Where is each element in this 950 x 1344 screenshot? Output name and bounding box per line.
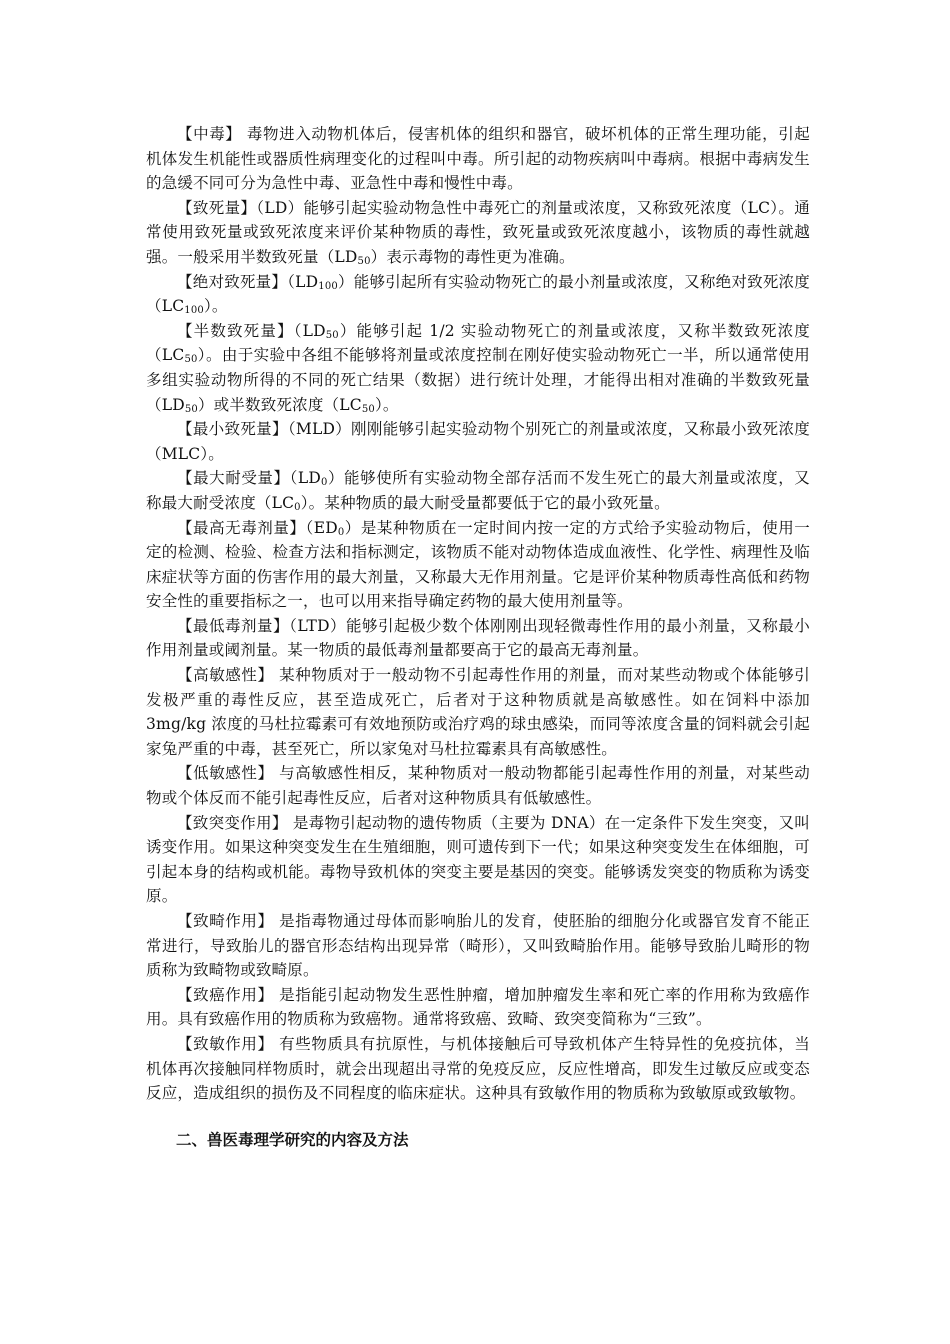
term-label: 【半数致死量】 <box>177 321 294 340</box>
paragraph-text: 某种物质对于一般动物不引起毒性作用的剂量，而对某些动物或个体能够引发极严重的毒性反应，甚至造成死亡，后者对于这种物质就是高敏感性。如在饲料中添加 3mg/kg 浓度的马杜拉霉素可有效地预防或治疗鸡的球虫感染，而同等浓度含量的饲料就会引起家兔严重的中毒，甚至死亡，所以家兔对马杜拉霉素具有高敏感性。 <box>146 666 811 758</box>
paragraph-text: 是指能引起动物发生恶性肿瘤，增加肿瘤发生率和死亡率的作用称为致癌作用。具有致癌作用的物质称为致癌物。通常将致癌、致畸、致突变简称为“三致”。 <box>146 985 811 1029</box>
term-label: 【低敏感性】 <box>177 764 274 783</box>
paragraph-text: ）或半数致死浓度（LC <box>197 395 362 414</box>
paragraph-text: （MLD）刚刚能够引起实验动物个别死亡的剂量或浓度，又称最小致死浓度（MLC）。 <box>146 420 810 463</box>
subscript: 100 <box>184 305 204 317</box>
term-label: 【最高无毒剂量】 <box>177 518 306 537</box>
paragraph-text: ）。由于实验中各组不能够将剂量或浓度控制在刚好使实验动物死亡一半，所以通常使用多组实验动物所得的不同的死亡结果（数据）进行统计处理，才能得出相对准确的半数致死量（LD <box>146 346 810 414</box>
term-label: 【中毒】 <box>177 125 242 143</box>
paragraph-text: ）是某种物质在一定时间内按一定的方式给予实验动物后，使用一定的检测、检验、检查方法和指标测定，该物质不能对动物体造成血液性、化学性、病理性及临床症状等方面的伤害作用的最大剂量，又称最大无作用剂量。它是评价某种物质毒性高低和药物安全性的重要指标之一，也可以用来指导确定药物的最大使用剂量等。 <box>146 518 810 611</box>
paragraph-low-sensitivity <box>146 761 810 810</box>
term-label: 【绝对致死量】 <box>177 272 288 291</box>
paragraph-median-lethal-dose <box>146 319 810 417</box>
paragraph-poisoning <box>146 122 810 196</box>
paragraph-carcinogenic-effect <box>146 983 810 1032</box>
term-label: 【最小致死量】 <box>177 420 288 439</box>
term-label: 【致突变作用】 <box>177 813 288 832</box>
paragraph-text: （LD <box>287 272 319 291</box>
paragraph-text: ）能够引起 1/2 实验动物死亡的剂量或浓度，又称半数致死浓度（LC <box>146 321 810 365</box>
term-label: 【致畸作用】 <box>177 912 274 930</box>
subscript: 0 <box>321 477 328 489</box>
term-label: 【高敏感性】 <box>177 666 274 685</box>
paragraph-text: （LD <box>293 321 326 340</box>
paragraph-absolute-lethal-dose <box>146 270 810 319</box>
paragraph-text: （LD）能够引起实验动物急性中毒死亡的剂量或浓度，又称致死浓度（LC）。通常使用致死量或致死浓度来评价某种物质的毒性，致死量或致死浓度越小，该物质的毒性就越强。一般采用半数致死量（LD <box>146 198 810 266</box>
paragraph-text: 是毒物引起动物的遗传物质（主要为 DNA）在一定条件下发生突变，又叫诱变作用。如果这种突变发生在生殖细胞，则可遗传到下一代；如果这种突变发生在体细胞，可引起本身的结构或机能。毒物导致机体的突变主要是基因的突变。能够诱发突变的物质称为诱变原。 <box>146 813 811 906</box>
paragraph-high-sensitivity <box>146 663 810 761</box>
paragraph-text: ）能够引起所有实验动物死亡的最小剂量或浓度，又称绝对致死浓度（LC <box>146 272 810 316</box>
term-label: 【致死量】 <box>177 198 257 217</box>
paragraph-lethal-dose <box>146 196 810 270</box>
subscript: 0 <box>337 526 345 538</box>
subscript: 0 <box>294 501 301 513</box>
subscript: 50 <box>184 354 198 366</box>
paragraph-mutagenic-effect <box>146 811 810 909</box>
paragraph-highest-nontoxic-dose <box>146 516 810 614</box>
paragraph-text: （LTD）能够引起极少数个体刚刚出现轻微毒性作用的最小剂量，又称最小作用剂量或阈剂量。某一物质的最低毒剂量都要高于它的最高无毒剂量。 <box>146 616 810 660</box>
paragraph-text: （ED <box>305 518 338 537</box>
subscript: 100 <box>318 280 338 292</box>
term-label: 【最低毒剂量】 <box>177 616 290 635</box>
paragraph-text: ）。 <box>374 395 399 414</box>
paragraph-minimum-lethal-dose <box>146 417 810 466</box>
paragraph-text: 是指毒物通过母体而影响胎儿的发育，使胚胎的细胞分化或器官发育不能正常进行，导致胎儿的器官形态结构出现异常（畸形），又叫致畸胎作用。能够导致胎儿畸形的物质称为致畸物或致畸原。 <box>146 912 811 980</box>
paragraph-text: ）表示毒物的毒性更为准确。 <box>370 247 575 266</box>
paragraph-text: 毒物进入动物机体后，侵害机体的组织和器官，破坏机体的正常生理功能，引起机体发生机能性或器质性病理变化的过程叫中毒。所引起的动物疾病叫中毒病。根据中毒病发生的急缓不同可分为急性中毒、亚急性中毒和慢性中毒。 <box>146 125 810 193</box>
term-label: 【致癌作用】 <box>177 985 274 1004</box>
paragraph-text: （LD <box>289 469 322 488</box>
subscript: 50 <box>357 255 371 267</box>
paragraph-text: ）能够使所有实验动物全部存活而不发生死亡的最大剂量或浓度，又称最大耐受浓度（LC <box>146 469 810 512</box>
paragraph-text: ）。某种物质的最大耐受量都要低于它的最小致死量。 <box>300 493 670 512</box>
subscript: 50 <box>325 329 339 341</box>
document-body <box>146 122 810 1152</box>
paragraph-lowest-toxic-dose <box>146 614 810 663</box>
subscript: 50 <box>184 403 198 415</box>
term-label: 【致敏作用】 <box>177 1034 274 1053</box>
section-heading: 二、兽医毒理学研究的内容及方法 <box>176 1130 409 1149</box>
subscript: 50 <box>361 403 375 415</box>
paragraph-text: 与高敏感性相反，某种物质对一般动物都能引起毒性作用的剂量，对某些动物或个体反而不能引起毒性反应，后者对这种物质具有低敏感性。 <box>146 764 811 808</box>
paragraph-maximum-tolerated-dose <box>146 466 810 515</box>
paragraph-text: ）。 <box>203 297 228 316</box>
term-label: 【最大耐受量】 <box>177 469 290 488</box>
paragraph-teratogenic-effect <box>146 909 810 983</box>
paragraph-sensitizing-effect <box>146 1032 810 1106</box>
paragraph-text: 有些物质具有抗原性，与机体接触后可导致机体产生特异性的免疫抗体，当机体再次接触同样物质时，就会出现超出寻常的免疫反应，反应性增高，即发生过敏反应或变态反应，造成组织的损伤及不同程度的临床症状。这种具有致敏作用的物质称为致敏原或致敏物。 <box>146 1034 811 1103</box>
